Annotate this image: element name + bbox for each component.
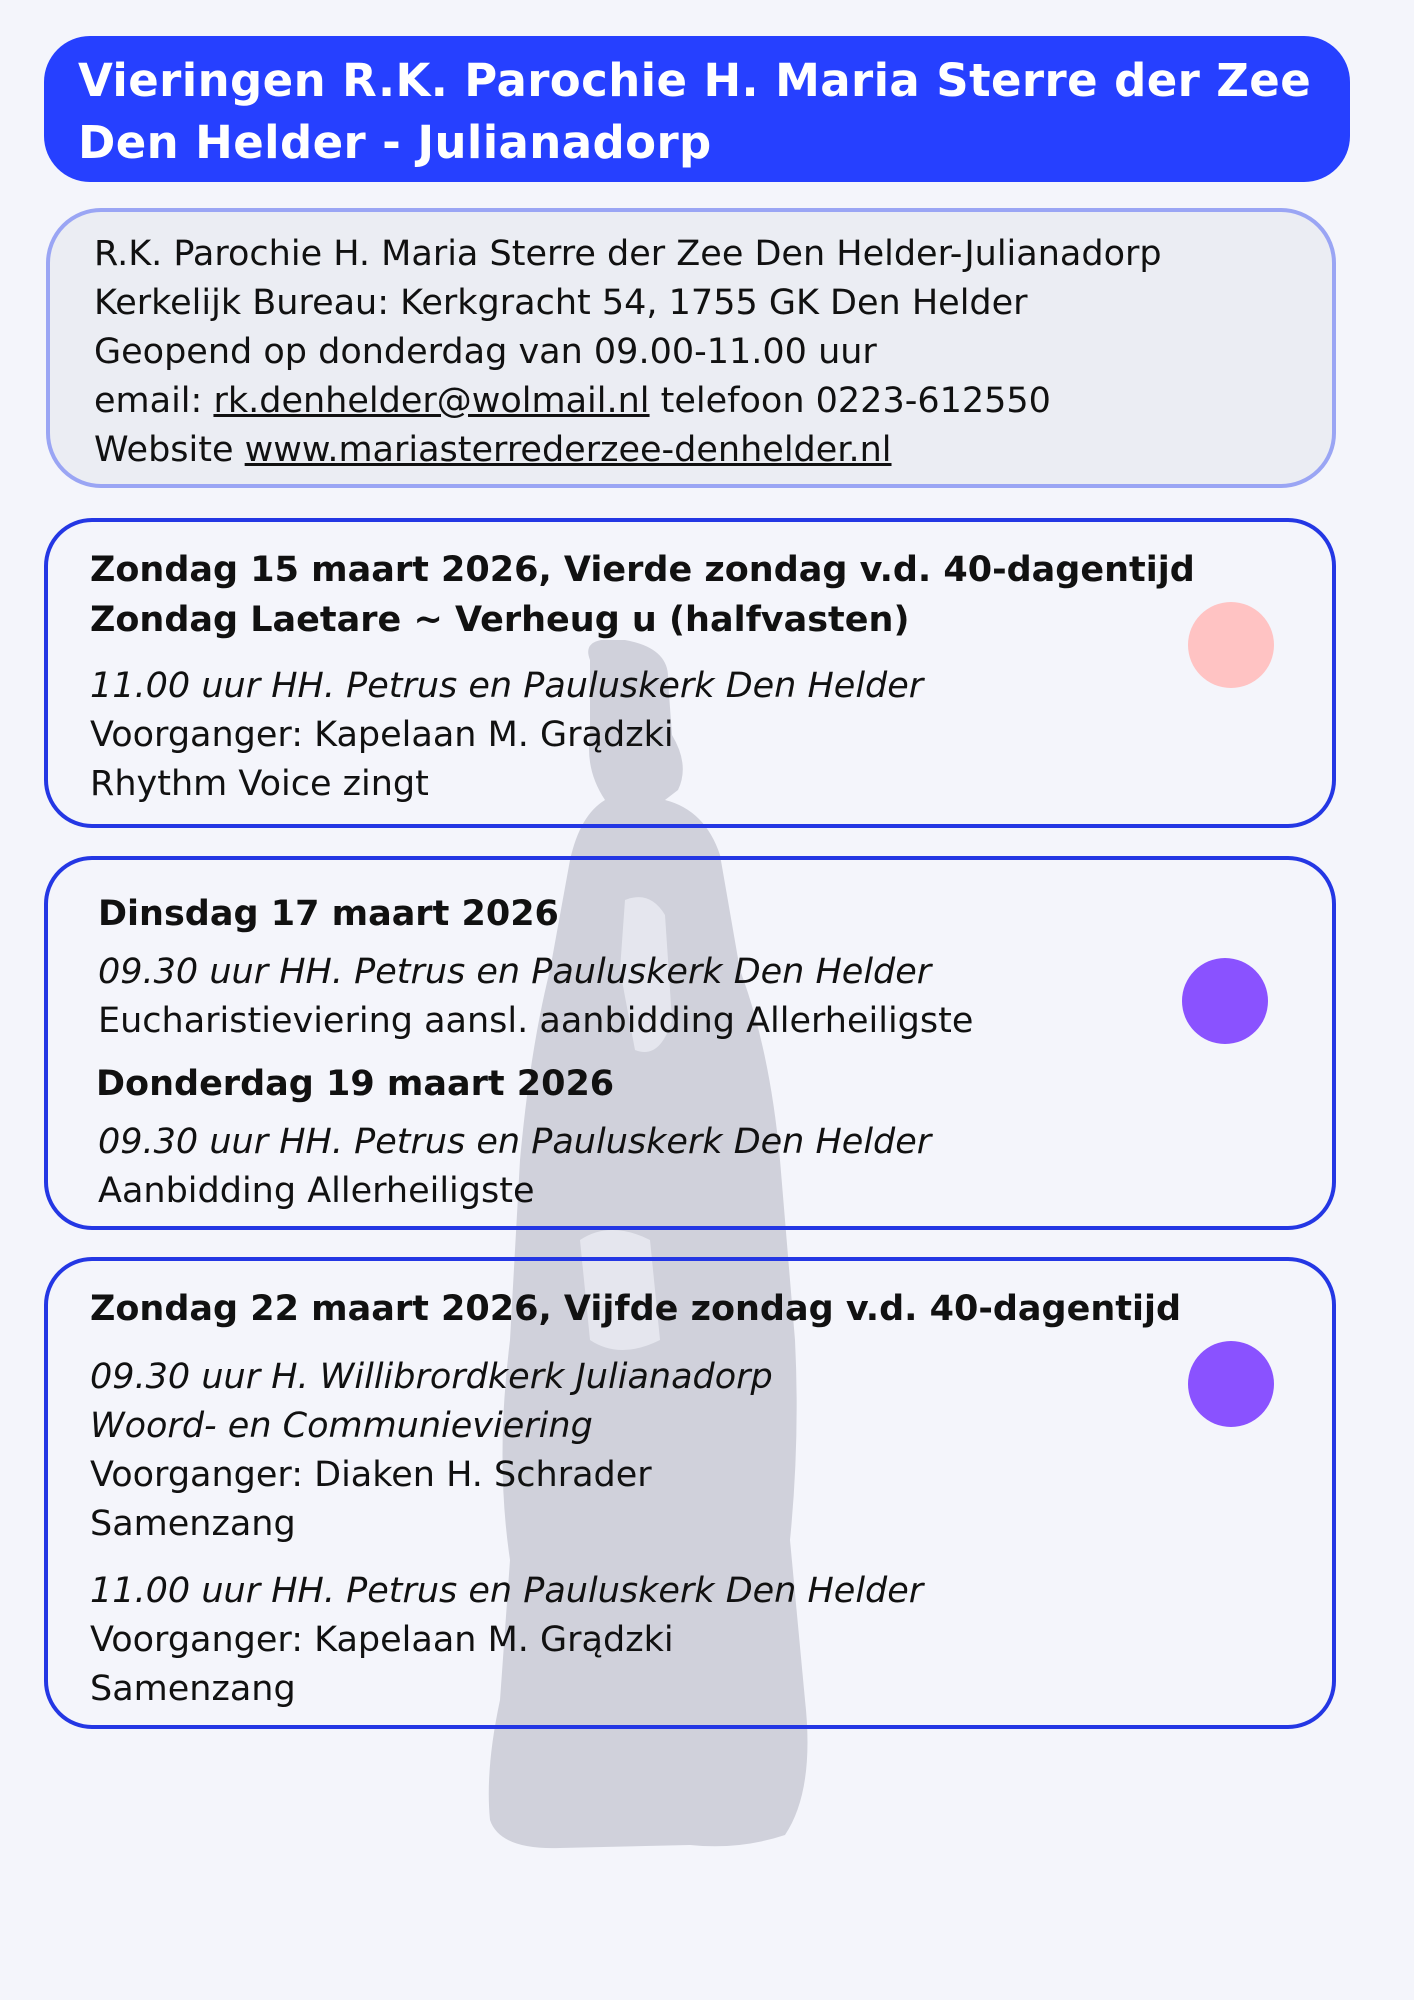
card3-type1: Woord- en Communieviering xyxy=(90,1406,593,1446)
card2-desc1: Eucharistieviering aansl. aanbidding Allerheiligste xyxy=(98,1001,974,1041)
email-label: email: xyxy=(94,381,214,421)
email-link[interactable]: rk.denhelder@wolmail.nl xyxy=(213,381,650,421)
page-title: Vieringen R.K. Parochie H. Maria Sterre der Zee xyxy=(78,54,1312,107)
card1-choir: Rhythm Voice zingt xyxy=(90,764,429,804)
card3-presider1: Voorganger: Diaken H. Schrader xyxy=(90,1455,652,1495)
card2-desc2: Aanbidding Allerheiligste xyxy=(98,1171,535,1211)
parish-info-box xyxy=(46,208,1336,488)
title-banner xyxy=(44,36,1350,182)
card1-title: Zondag 15 maart 2026, Vierde zondag v.d. 40-dagentijd xyxy=(90,550,1195,590)
card3-time1: 09.30 uur H. Willibrordkerk Julianadorp xyxy=(90,1357,773,1397)
page-subtitle: Den Helder - Julianadorp xyxy=(78,116,712,169)
website-label: Website xyxy=(94,430,245,470)
service-card-march-15 xyxy=(44,518,1336,828)
office-hours: Geopend op donderdag van 09.00-11.00 uur xyxy=(94,332,877,372)
card3-singing1: Samenzang xyxy=(90,1504,296,1544)
website-line xyxy=(94,426,1332,475)
card1-time: 11.00 uur HH. Petrus en Pauluskerk Den Helder xyxy=(90,666,924,706)
contact-line xyxy=(94,377,1332,426)
liturgical-color-dot-rose xyxy=(1188,602,1274,688)
service-card-weekdays xyxy=(44,856,1336,1230)
card2-day2: Donderdag 19 maart 2026 xyxy=(96,1064,615,1104)
website-link[interactable]: www.mariasterrederzee-denhelder.nl xyxy=(244,430,892,470)
card2-time2: 09.30 uur HH. Petrus en Pauluskerk Den Helder xyxy=(98,1122,932,1162)
card1-presider: Voorganger: Kapelaan M. Grądzki xyxy=(90,715,674,755)
liturgical-color-dot-violet xyxy=(1188,1341,1274,1427)
card3-title: Zondag 22 maart 2026, Vijfde zondag v.d. 40-dagentijd xyxy=(90,1289,1182,1329)
card3-presider2: Voorganger: Kapelaan M. Grądzki xyxy=(90,1620,674,1660)
parish-name: R.K. Parochie H. Maria Sterre der Zee Den Helder-Julianadorp xyxy=(94,234,1162,274)
card1-subtitle: Zondag Laetare ~ Verheug u (halfvasten) xyxy=(90,600,910,640)
service-card-march-22 xyxy=(44,1257,1336,1729)
card3-time2: 11.00 uur HH. Petrus en Pauluskerk Den Helder xyxy=(90,1571,924,1611)
phone-text: telefoon 0223-612550 xyxy=(649,381,1051,421)
card3-singing2: Samenzang xyxy=(90,1669,296,1709)
card2-day1: Dinsdag 17 maart 2026 xyxy=(98,894,559,934)
office-address: Kerkelijk Bureau: Kerkgracht 54, 1755 GK Den Helder xyxy=(94,283,1028,323)
card2-time1: 09.30 uur HH. Petrus en Pauluskerk Den Helder xyxy=(98,952,932,992)
liturgical-color-dot-violet xyxy=(1182,958,1268,1044)
